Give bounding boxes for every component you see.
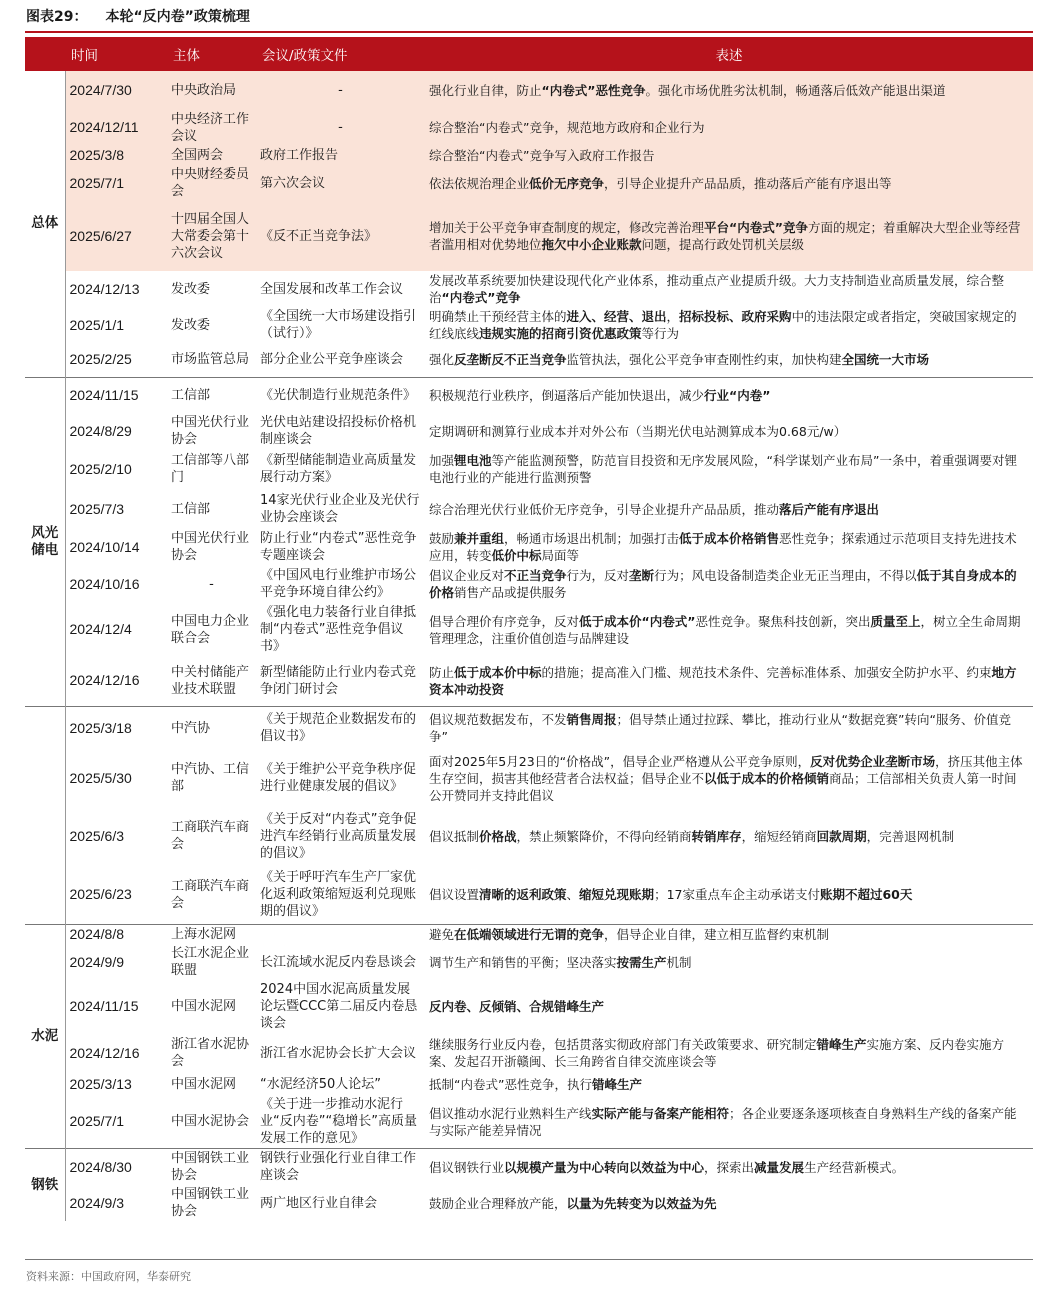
desc-cell: 鼓励兼并重组，畅通市场退出机制；加强打击低于成本价格销售恶性竞争；探索通过示范项目支持先进技术应用，转变低价中标局面等 [429, 531, 1017, 563]
header-desc: 表述 [425, 37, 1033, 71]
body-cell: 中汽协、工信部 [171, 762, 250, 794]
date-cell: 2025/2/25 [69, 351, 132, 368]
meeting-cell: 全国发展和改革工作会议 [260, 281, 404, 297]
desc-cell: 倡导合理价有序竞争，反对低于成本价“内卷式”恶性竞争。聚焦科技创新，突出质量至上，树立全生命周期管理理念，注重价值创造与品牌建设 [429, 613, 1021, 646]
bottom-rule [25, 1259, 1033, 1260]
figure-caption: 本轮“反内卷”政策梳理 [105, 9, 250, 25]
desc-cell: 倡议钢铁行业以规模产量为中心转向以效益为中心，探索出减量发展生产经营新模式。 [425, 1149, 1033, 1186]
meeting-cell [256, 924, 425, 944]
header-date: 时间 [65, 37, 167, 71]
table-row [25, 489, 1033, 529]
desc-cell: 增加关于公平竞争审查制度的规定，修改完善治理平台“内卷式”竞争方面的规定；着重解决大型企业等经营者滥用相对优势地位拖欠中小企业账款问题，提高行政处罚机关层级 [425, 201, 1033, 271]
body-cell: 中央政治局 [167, 71, 256, 109]
date-cell: 2025/6/23 [69, 886, 132, 903]
date-cell: 2024/10/14 [69, 538, 140, 555]
table-row [25, 944, 1033, 980]
desc-cell: 综合整治“内卷式”竞争，规范地方政府和企业行为 [425, 109, 1033, 146]
figure-title [26, 6, 250, 26]
desc-cell: 综合整治“内卷式”竞争写入政府工作报告 [425, 146, 1033, 165]
date-cell: 2025/6/3 [69, 827, 124, 844]
body-cell: 中汽协 [167, 706, 256, 750]
table-row [25, 109, 1033, 146]
table-row [25, 529, 1033, 565]
desc-cell: 发展改革系统要加快建设现代化产业体系，推动重点产业提质升级。大力支持制造业高质量发展，综合整治“内卷式”竞争 [429, 273, 1005, 305]
meeting-cell: 《强化电力装备行业自律抵制“内卷式”恶性竞争倡议书》 [260, 605, 417, 654]
body-cell: 中央经济工作会议 [167, 109, 256, 146]
table-row [25, 449, 1033, 489]
date-cell: 2025/7/1 [69, 1113, 124, 1129]
table-row [25, 1095, 1033, 1149]
meeting-cell: 《关于进一步推动水泥行业“反内卷”“稳增长”高质量发展工作的意见》 [260, 1097, 417, 1146]
desc-cell: 倡议规范数据发布，不发销售周报；倡导禁止通过拉踩、攀比，推动行业从“数据竞赛”转向“服务、价值竞争” [425, 706, 1033, 750]
date-cell: 2024/11/15 [69, 998, 139, 1014]
meeting-cell: 《反不正当竞争法》 [256, 201, 425, 271]
desc-cell: 积极规范行业秩序，倒逼落后产能加快退出，减少行业“内卷” [425, 377, 1033, 413]
desc-cell: 抵制“内卷式”恶性竞争，执行错峰生产 [429, 1076, 642, 1092]
header-sector [25, 37, 65, 71]
body-cell: 工商联汽车商会 [171, 820, 250, 852]
body-cell: 上海水泥网 [167, 924, 256, 944]
table-row [25, 750, 1033, 806]
desc-cell: 反内卷、反倾销、合规错峰生产 [429, 999, 605, 1014]
desc-cell: 继续服务行业反内卷，包括贯落实彻政府部门有关政策要求、研究制定错峰生产实施方案、反内卷实施方案、发起召开浙赣闽、长三角跨省自律交流座谈会等 [429, 1037, 1005, 1069]
meeting-cell: 《关于维护公平竞争秩序促进行业健康发展的倡议》 [260, 762, 417, 794]
sector-cell: 风光储电 [25, 377, 65, 706]
body-cell: 发改委 [171, 281, 211, 297]
table-row [25, 603, 1033, 656]
date-cell: 2025/1/1 [69, 316, 124, 333]
body-cell: 中国光伏行业协会 [171, 531, 250, 563]
sector-cell: 总体 [25, 71, 65, 377]
table-row [25, 565, 1033, 603]
meeting-cell: 两广地区行业自律会 [260, 1195, 378, 1211]
desc-cell: 综合治理光伏行业低价无序竞争，引导企业提升产品品质，推动落后产能有序退出 [429, 501, 880, 517]
date-cell: 2024/12/16 [69, 672, 140, 689]
date-cell: 2025/3/18 [65, 706, 167, 750]
table-header-row [25, 37, 1033, 71]
meeting-cell: 第六次会议 [256, 165, 425, 201]
sector-cell [25, 706, 65, 924]
desc-cell: 定期调研和测算行业成本并对外公布（当期光伏电站测算成本为0.68元/w） [429, 423, 847, 439]
desc-cell: 倡议抵制价格战，禁止频繁降价，不得向经销商转销库存，缩短经销商回款周期，完善退网机制 [429, 828, 955, 844]
body-cell: 浙江省水泥协会 [171, 1037, 250, 1069]
body-cell: 市场监管总局 [171, 352, 250, 368]
sector-cell: 钢铁 [25, 1149, 65, 1222]
table-row [25, 146, 1033, 165]
desc-cell: 加强锂电池等产能监测预警，防范盲目投资和无序发展风险，“科学谋划产业布局”一条中，着重强调要对锂电池行业的产能进行监测预警 [429, 453, 1017, 485]
date-cell: 2025/3/13 [69, 1075, 132, 1092]
desc-cell: 倡议企业反对不正当竞争行为，反对垄断行为；风电设备制造类企业无正当理由，不得以低于其自身成本的价格销售产品或提供服务 [429, 568, 1017, 600]
table-body [25, 71, 1033, 1221]
body-cell: 中国水泥协会 [171, 1114, 250, 1129]
body-cell: 中国电力企业联合会 [171, 613, 250, 646]
body-cell: 中国水泥网 [171, 999, 237, 1014]
date-cell: 2025/6/27 [65, 201, 167, 271]
body-cell: 中国钢铁工业协会 [171, 1187, 250, 1219]
desc-cell: 依法依规治理企业低价无序竞争，引导企业提升产品品质，推动落后产能有序退出等 [425, 165, 1033, 201]
desc-cell: 防止低于成本价中标的措施；提高准入门槛、规范技术条件、完善标准体系、加强安全防护水平、约束地方资本冲动投资 [429, 664, 1017, 697]
body-cell: 中国光伏行业协会 [171, 415, 250, 447]
date-cell: 2024/10/16 [69, 575, 140, 592]
desc-cell: 明确禁止干预经营主体的进入、经营、退出，招标投标、政府采购中的违法限定或者指定，突破国家规定的红线底线违规实施的招商引资优惠政策等行为 [429, 309, 1017, 341]
table-row [25, 1185, 1033, 1221]
meeting-cell: 《中国风电行业维护市场公平竞争环境自律公约》 [260, 568, 417, 600]
header-meeting: 会议/政策文件 [256, 37, 425, 71]
body-cell: 中国水泥网 [171, 1076, 237, 1092]
meeting-cell: 钢铁行业强化行业自律工作座谈会 [256, 1149, 425, 1186]
table-row [25, 413, 1033, 449]
date-cell: 2024/9/9 [69, 953, 124, 970]
meeting-cell: 《全国统一大市场建设指引（试行）》 [260, 309, 417, 341]
meeting-cell: 《关于呼吁汽车生产厂家优化返利政策缩短返利兑现账期的倡议》 [260, 870, 417, 920]
desc-cell: 倡议推动水泥行业熟料生产线实际产能与备案产能相符；各企业要逐条逐项核查自身熟料生产线的备案产能与实际产能差异情况 [429, 1105, 1017, 1138]
table-row [25, 980, 1033, 1033]
table-row [25, 706, 1033, 750]
table-row [25, 377, 1033, 413]
date-cell: 2024/8/29 [69, 422, 132, 439]
meeting-cell: 光伏电站建设招投标价格机制座谈会 [260, 415, 417, 447]
table-row [25, 1149, 1033, 1186]
date-cell: 2024/12/11 [65, 109, 167, 146]
body-cell: 中央财经委员会 [167, 165, 256, 201]
date-cell: 2024/7/30 [65, 71, 167, 109]
meeting-cell: 防止行业“内卷式”恶性竞争专题座谈会 [260, 531, 417, 563]
body-cell: 工信部等八部门 [171, 453, 250, 485]
date-cell: 2025/5/30 [69, 769, 132, 786]
date-cell: 2024/12/4 [69, 621, 132, 637]
meeting-cell: 浙江省水泥协会长扩大会议 [260, 1045, 417, 1061]
table-row [25, 1033, 1033, 1073]
body-cell: - [209, 576, 214, 592]
body-cell: 工商联汽车商会 [171, 878, 250, 911]
desc-cell: 鼓励企业合理释放产能，以量为先转变为以效益为先 [429, 1195, 717, 1211]
body-cell: 工信部 [167, 377, 256, 413]
body-cell: 全国两会 [167, 146, 256, 165]
date-cell: 2025/2/10 [69, 460, 132, 477]
meeting-cell: “水泥经济50人论坛” [260, 1076, 382, 1092]
date-cell: 2024/11/15 [65, 377, 167, 413]
table-row [25, 656, 1033, 706]
desc-cell: 强化反垄断反不正当竞争监管执法，强化公平竞争审查刚性约束，加快构建全国统一大市场 [429, 352, 930, 368]
table-row [25, 924, 1033, 944]
date-cell: 2025/7/3 [69, 500, 124, 517]
meeting-cell: 14家光伏行业企业及光伏行业协会座谈会 [260, 493, 420, 525]
date-cell: 2025/3/8 [65, 146, 167, 165]
header-body: 主体 [167, 37, 256, 71]
body-cell: 工信部 [171, 501, 211, 517]
desc-cell: 面对2025年5月23日的“价格战”，倡导企业严格遵从公平竞争原则，反对优势企业垄断市场，挤压其他主体生存空间，损害其他经营者合法权益；倡导企业不以低于成本的价格倾销商品；工信部相关负责人第一时间公开赞同并支持此倡议 [429, 753, 1023, 803]
body-cell: 长江水泥企业联盟 [171, 946, 250, 978]
meeting-cell: 新型储能防止行业内卷式竞争闭门研讨会 [260, 664, 417, 697]
date-cell: 2025/7/1 [65, 165, 167, 201]
desc-cell: 倡议设置清晰的返利政策、缩短兑现账期；17家重点车企主动承诺支付账期不超过60天 [429, 887, 913, 903]
date-cell: 2024/12/13 [69, 280, 140, 297]
table-row [25, 271, 1033, 307]
table-row [25, 1073, 1033, 1095]
figure-label: 图表29： [26, 9, 88, 25]
meeting-cell: 政府工作报告 [256, 146, 425, 165]
desc-cell: 避免在低端领域进行无谓的竞争，倡导企业自律，建立相互监督约束机制 [425, 924, 1033, 944]
body-cell: 十四届全国人大常委会第十六次会议 [167, 201, 256, 271]
table-row [25, 806, 1033, 866]
date-cell: 2024/12/16 [69, 1044, 140, 1061]
policy-table [25, 37, 1033, 1221]
sector-cell: 水泥 [25, 924, 65, 1149]
table-row [25, 307, 1033, 343]
date-cell: 2024/8/30 [65, 1149, 167, 1186]
table-row [25, 201, 1033, 271]
meeting-cell: 《新型储能制造业高质量发展行动方案》 [260, 453, 417, 485]
meeting-cell: 《关于规范企业数据发布的倡议书》 [256, 706, 425, 750]
meeting-cell: 《关于反对“内卷式”竞争促进汽车经销行业高质量发展的倡议》 [260, 811, 417, 861]
top-rule [25, 31, 1033, 33]
meeting-cell: - [256, 71, 425, 109]
source-note: 资料来源：中国政府网，华泰研究 [26, 1270, 191, 1283]
meeting-cell: 部分企业公平竞争座谈会 [260, 352, 404, 368]
table-row [25, 165, 1033, 201]
date-cell: 2024/9/3 [69, 1194, 124, 1211]
meeting-cell: 长江流域水泥反内卷恳谈会 [260, 954, 417, 970]
body-cell: 发改委 [171, 317, 211, 333]
table-row [25, 71, 1033, 109]
desc-cell: 强化行业自律，防止“内卷式”恶性竞争。强化市场优胜劣汰机制，畅通落后低效产能退出渠道 [425, 71, 1033, 109]
body-cell: 中国钢铁工业协会 [167, 1149, 256, 1186]
body-cell: 中关村储能产业技术联盟 [171, 664, 250, 697]
meeting-cell: 《光伏制造行业规范条件》 [256, 377, 425, 413]
date-cell: 2024/8/8 [65, 924, 167, 944]
desc-cell: 调节生产和销售的平衡；坚决落实按需生产机制 [429, 954, 692, 970]
meeting-cell: 2024中国水泥高质量发展论坛暨CCC第二届反内卷恳谈会 [260, 982, 418, 1031]
meeting-cell: - [256, 109, 425, 146]
table-row [25, 343, 1033, 377]
table-row [25, 866, 1033, 924]
